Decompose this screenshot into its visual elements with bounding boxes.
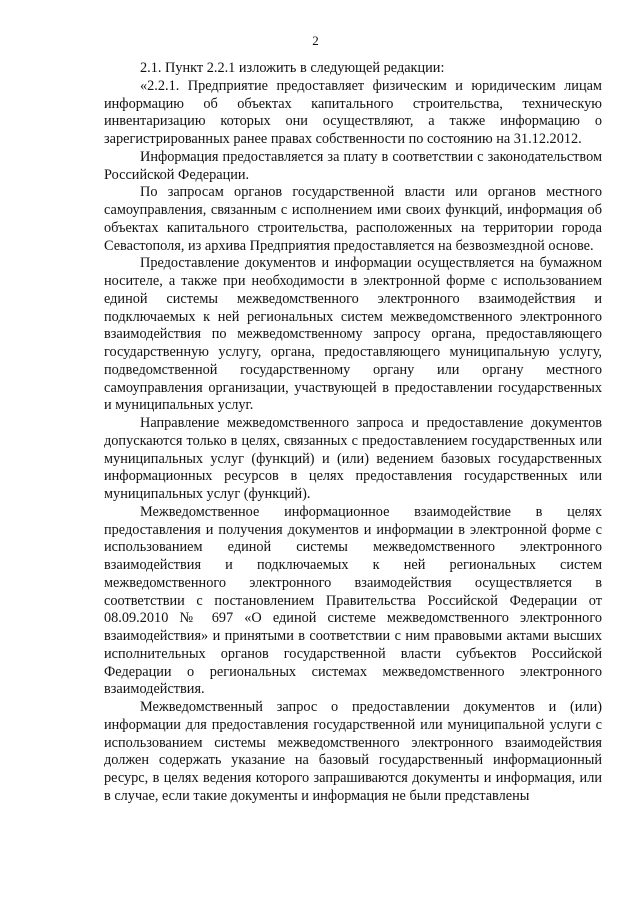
paragraph-free-information: По запросам органов государственной власти или органов местного самоуправления, связанным с исполнением ими своих функций, информация об объектах капитального строительства, расположенных на территории города Севастополя, из архива Предприятия предоставляется на безвозмездной основе.	[104, 184, 602, 254]
paragraph-interdepartmental-request-purpose: Направление межведомственного запроса и предоставление документов допускаются только в целях, связанных с предоставлением государственных или муниципальных услуг (функций) и (или) ведением базовых государственных информационных ресурсов в целях предоставления государственных или муниципальных услуг (функций).	[104, 415, 602, 502]
document-body	[104, 60, 602, 806]
paragraph-document-provision: Предоставление документов и информации осуществляется на бумажном носителе, а также при необходимости в электронной форме с использованием единой системы межведомственного электронного взаимодействия и подключаемых к ней региональных систем межведомственного электронного взаимодействия по межведомственному запросу органа, предоставляющего государственную услугу, органа, предоставляющего муниципальную услугу, подведомственной государственному органу или органу местного самоуправления организации, участвующей в предоставлении государственных и муниципальных услуг.	[104, 255, 602, 414]
paragraph-request-contents: Межведомственный запрос о предоставлении документов и (или) информации для предоставления государственной или муниципальной услуги с использованием системы межведомственного электронного взаимодействия должен содержать указание на базовый государственный информационный ресурс, в целях ведения которого запрашиваются документы и информация, или в случае, если такие документы и информация не были представлены	[104, 699, 602, 804]
paragraph-clause-2-2-1: «2.2.1. Предприятие предоставляет физическим и юридическим лицам информацию об объектах капитального строительства, техническую инвентаризацию которых они осуществляют, а также информацию о зарегистрированных ранее правах собственности по состоянию на 31.12.2012.	[104, 77, 602, 147]
paragraph-electronic-interaction: Межведомственное информационное взаимодействие в целях предоставления и получения документов и информации в электронной форме с использованием единой системы межведомственного электронного взаимодействия и подключаемых к ней региональных систем межведомственного электронного взаимодействия осуществляется в соответствии с постановлением Правительства Российской Федерации от 08.09.2010 № 697 «О единой системе межведомственного электронного взаимодействия» и принятыми в соответствии с ним правовыми актами высших исполнительных органов государственной власти субъектов Российской Федерации о региональных системах межведомственного электронного взаимодействия.	[104, 503, 602, 698]
paragraph-paid-information: Информация предоставляется за плату в соответствии с законодательством Российской Федерации.	[104, 148, 602, 183]
page-number: 2	[312, 33, 319, 48]
paragraph-amendment-heading: 2.1. Пункт 2.2.1 изложить в следующей редакции:	[140, 60, 445, 76]
